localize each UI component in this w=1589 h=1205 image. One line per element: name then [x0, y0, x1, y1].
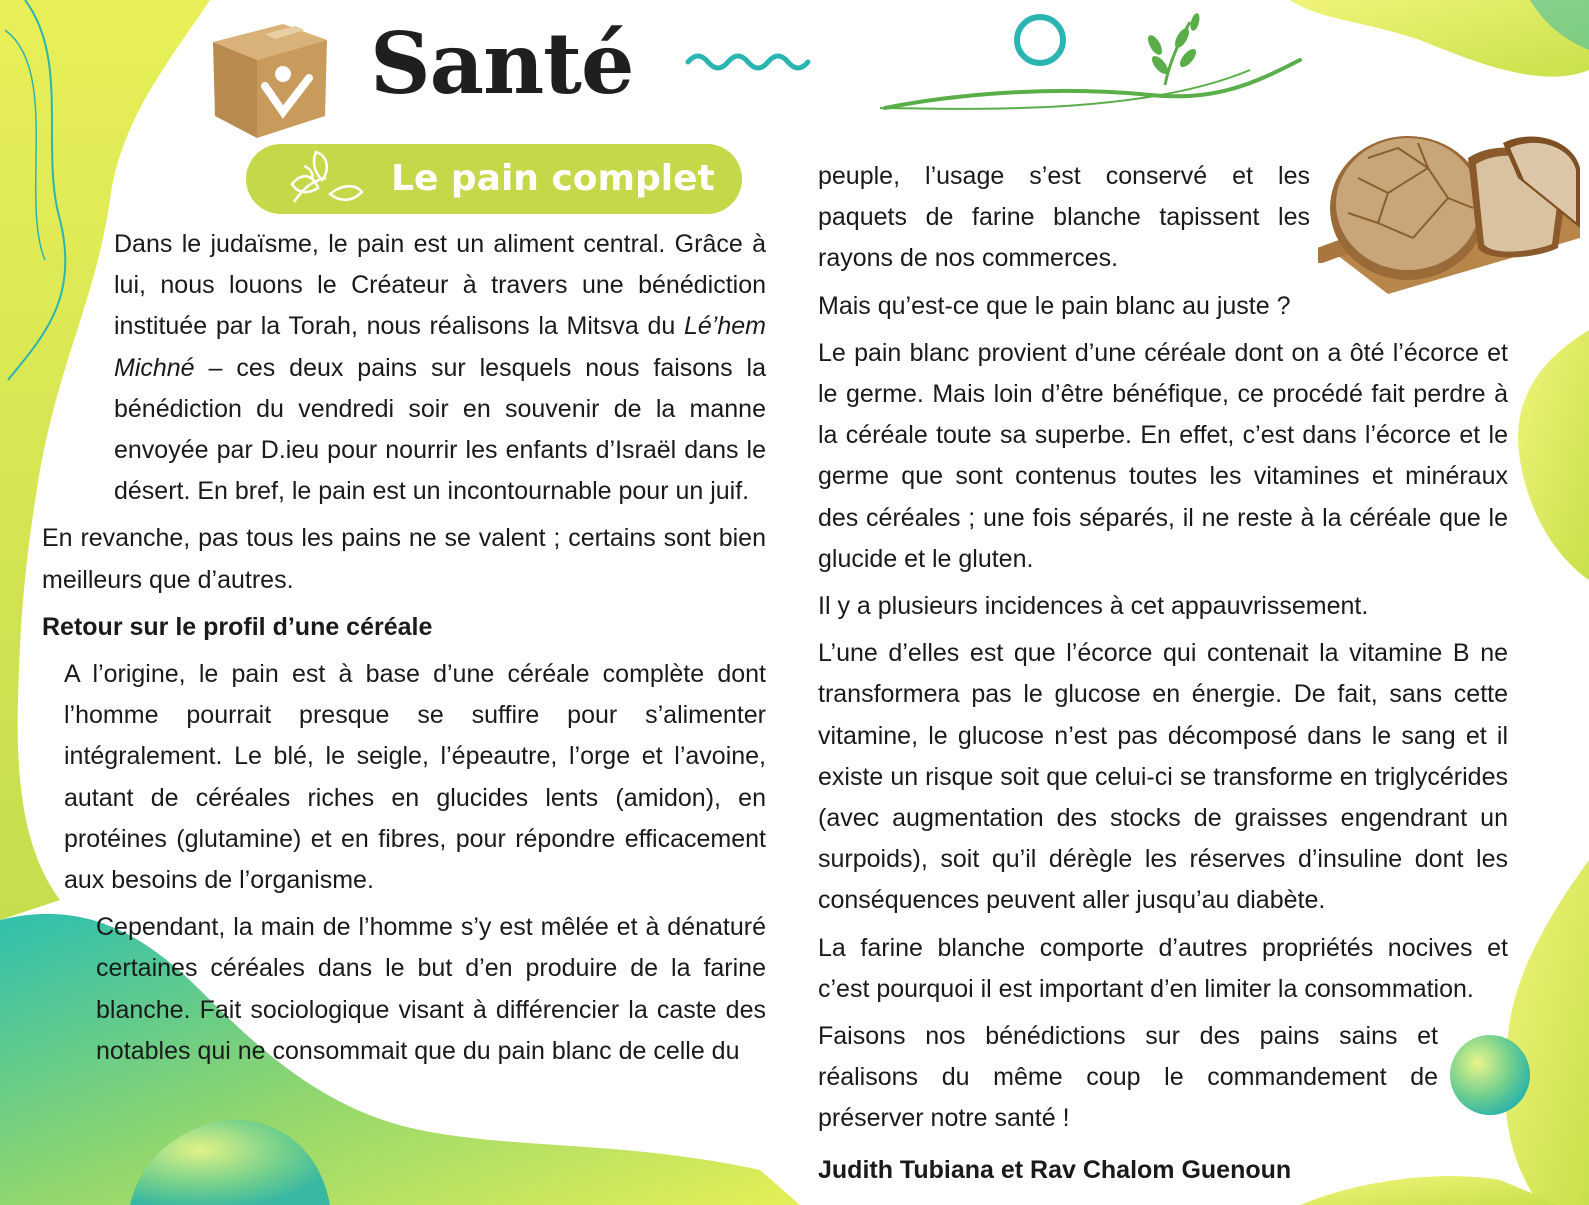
continued-paragraph-7: Faisons nos bénédictions sur des pains sains et réalisons du même coup le commandement de préserver notre santé ! [818, 1022, 1438, 1133]
continued-paragraph-5: L’une d’elles est que l’écorce qui contenait la vitamine B ne transformera pas le glucose en énergie. De fait, sans cette vitamine, le glucose n’est pas décomposé dans le sang et il existe un risque soit que celui-ci se transforme en triglycérides (avec augmentation des stocks de graisses engendrant un surpoids), soit qu’il dérègle les réserves d’insuline dont les conséquences peuvent aller jusqu’au diabète. [818, 639, 1508, 915]
article-signature: Judith Tubiana et Rav Chalom Guenoun [818, 1155, 1292, 1184]
cardboard-box-person-icon [205, 12, 333, 140]
leaves-icon [286, 144, 366, 214]
section-subheading: Retour sur le profil d’une céréale [42, 612, 433, 641]
article-heading-banner [246, 144, 742, 214]
continued-paragraph-1: peuple, l’usage s’est conservé et les paquets de farine blanche tapissent les rayons de nos commerces. [818, 162, 1310, 273]
continued-paragraph-6: La farine blanche comporte d’autres propriétés nocives et c’est pourquoi il est important d’en limiter la consommation. [818, 933, 1508, 1003]
article-heading: Le pain complet [391, 158, 715, 199]
continued-paragraph-2: Mais qu’est-ce que le pain blanc au juste ? [818, 291, 1291, 320]
intro-text-a: Dans le judaïsme, le pain est un aliment central. Grâce à lui, nous louons le Créateur à travers une bénédiction instituée par la Torah, nous réalisons la Mitsva du [114, 230, 766, 341]
page-title: Santé [370, 14, 634, 113]
article-left-column [42, 224, 766, 1078]
article-right-column [818, 156, 1508, 1197]
section-paragraph-1: A l’origine, le pain est à base d’une céréale complète dont l’homme pourrait presque se suffire pour s’alimenter intégralement. Le blé, le seigle, l’épeautre, l’orge et l’avoine, autant de céréales riches en glucides lents (amidon), en protéines (glutamine) et en fibres, pour répondre efficacement aux besoins de l’organisme. [64, 660, 766, 895]
continued-paragraph-4: Il y a plusieurs incidences à cet appauvrissement. [818, 592, 1369, 621]
continued-paragraph-3: Le pain blanc provient d’une céréale dont on a ôté l’écorce et le germe. Mais loin d’être bénéfique, ce procédé fait perdre à la céréale toute sa superbe. En effet, c’est dans l’écorce et le germe que sont contenus toutes les vitamines et minéraux des céréales ; une fois séparés, il ne reste à la céréale que le glucide et le gluten. [818, 338, 1508, 573]
intro-paragraph-2: En revanche, pas tous les pains ne se valent ; certains sont bien meilleurs que d’autres. [42, 524, 766, 594]
intro-text-b: – ces deux pains sur lesquels nous faisons la bénédiction du vendredi soir en souvenir de la manne envoyée par D.ieu pour nourrir les enfants d’Israël dans le désert. En bref, le pain est un incontournable pour un juif. [114, 353, 766, 506]
intro-paragraph-1 [114, 224, 766, 512]
intro-italic-term: Lé’hem Michné [114, 312, 766, 382]
section-paragraph-2: Cependant, la main de l’homme s’y est mêlée et à dénaturé certaines céréales dans le but d’en produire de la farine blanche. Fait sociologique visant à différencier la caste des notables qui ne consommait que du pain blanc de celle du [96, 913, 766, 1065]
